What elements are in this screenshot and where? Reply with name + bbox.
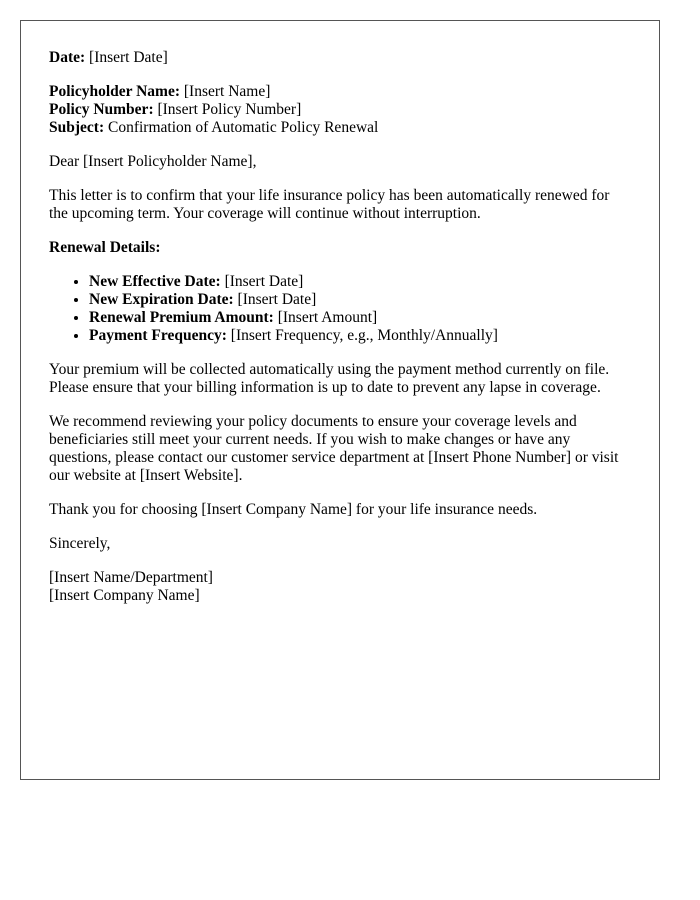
detail-label: New Effective Date:: [89, 273, 221, 290]
detail-label: New Expiration Date:: [89, 291, 234, 308]
renewal-details-list: [49, 273, 631, 345]
signature-name: [Insert Name/Department]: [49, 569, 213, 586]
date-line: [49, 49, 631, 67]
policyholder-value: [Insert Name]: [183, 83, 271, 100]
review-paragraph: We recommend reviewing your policy documents to ensure your coverage levels and beneficiaries still meet your current needs. If you wish to make changes or have any questions, please contact our customer service department at [Insert Phone Number] or visit our website at [Insert Website].: [49, 413, 619, 484]
policyholder-line: [49, 83, 631, 101]
detail-item-expiration-date: [89, 291, 631, 309]
detail-label: Renewal Premium Amount:: [89, 309, 274, 326]
renewal-details-heading-text: Renewal Details:: [49, 239, 161, 256]
policy-number-line: [49, 101, 631, 119]
salutation: Dear [Insert Policyholder Name],: [49, 153, 257, 170]
subject-value: Confirmation of Automatic Policy Renewal: [107, 119, 379, 136]
letter-page: [20, 20, 660, 780]
date-label: Date:: [49, 49, 86, 66]
renewal-details-heading: [49, 239, 631, 257]
detail-label: Payment Frequency:: [89, 327, 227, 344]
signature-block: [49, 569, 631, 605]
date-value: [Insert Date]: [89, 49, 168, 66]
detail-value: [Insert Date]: [237, 291, 317, 308]
subject-line: [49, 119, 631, 137]
detail-value: [Insert Date]: [224, 273, 304, 290]
thanks-paragraph: Thank you for choosing [Insert Company Name] for your life insurance needs.: [49, 501, 538, 518]
policyholder-label: Policyholder Name:: [49, 83, 181, 100]
detail-value: [Insert Frequency, e.g., Monthly/Annually]: [230, 327, 498, 344]
closing: Sincerely,: [49, 535, 111, 552]
policy-number-value: [Insert Policy Number]: [157, 101, 302, 118]
detail-item-payment-frequency: [89, 327, 631, 345]
policy-number-label: Policy Number:: [49, 101, 154, 118]
detail-value: [Insert Amount]: [277, 309, 378, 326]
policy-info-block: [49, 83, 631, 137]
detail-item-premium-amount: [89, 309, 631, 327]
subject-label: Subject:: [49, 119, 105, 136]
premium-paragraph: Your premium will be collected automatically using the payment method currently on file. Please ensure that your billing information is up to date to prevent any lapse in coverage.: [49, 361, 610, 396]
signature-company: [Insert Company Name]: [49, 587, 200, 604]
detail-item-effective-date: [89, 273, 631, 291]
intro-paragraph: This letter is to confirm that your life insurance policy has been automatically renewed for the upcoming term. Your coverage will continue without interruption.: [49, 187, 610, 222]
